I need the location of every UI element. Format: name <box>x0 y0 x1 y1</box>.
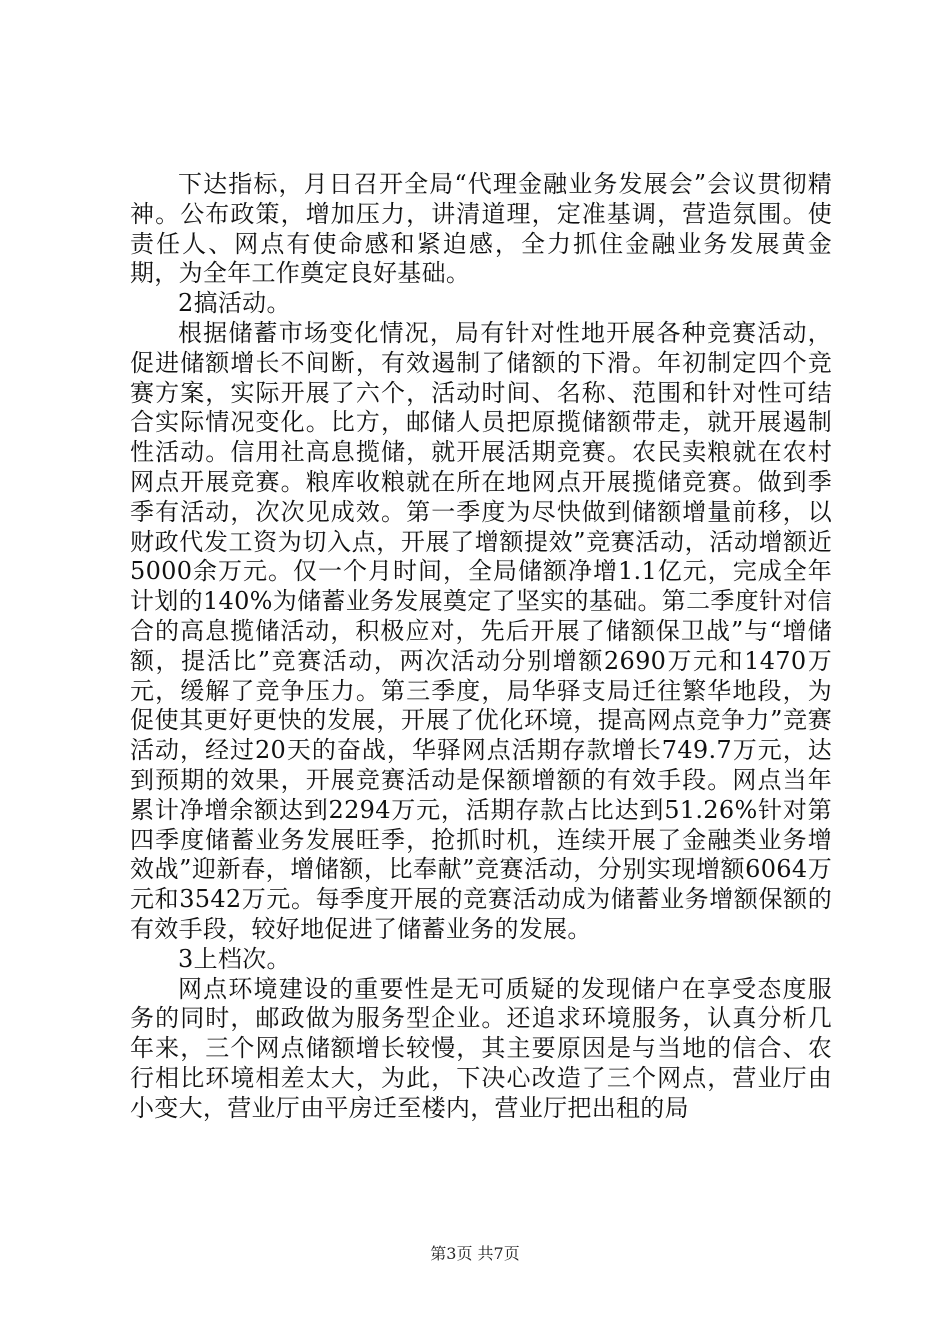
page-number-footer: 第3页 共7页 <box>430 1244 520 1263</box>
paragraph-indicators: 下达指标，月日召开全局“代理金融业务发展会”会议贯彻精神。公布政策，增加压力，讲清道理，定准基调，营造氛围。使责任人、网点有使命感和紧迫感，全力抓住金融业务发展黄金期，为全年工作奠定良好基础。 <box>130 170 832 288</box>
paragraph-environment: 网点环境建设的重要性是无可质疑的发现储户在享受态度服务的同时，邮政做为服务型企业。还追求环境服务，认真分析几年来，三个网点储额增长较慢，其主要原因是与当地的信合、农行相比环境相差太大，为此，下决心改造了三个网点，营业厅由小变大，营业厅由平房迁至楼内，营业厅把出租的局 <box>130 974 832 1122</box>
paragraph-competitions: 根据储蓄市场变化情况，局有针对性地开展各种竞赛活动，促进储额增长不间断，有效遏制了储额的下滑。年初制定四个竞赛方案，实际开展了六个，活动时间、名称、范围和针对性可结合实际情况变化。比方，邮储人员把原揽储额带走，就开展遏制性活动。信用社高息揽储，就开展活期竞赛。农民卖粮就在农村网点开展竞赛。粮库收粮就在所在地网点开展揽储竞赛。做到季季有活动，次次见成效。第一季度为尽快做到储额增量前移，以财政代发工资为切入点，开展了增额提效”竞赛活动，活动增额近5000余万元。仅一个月时间，全局储额净增1.1亿元，完成全年计划的140%为储蓄业务发展奠定了坚实的基础。第二季度针对信合的高息揽储活动，积极应对，先后开展了储额保卫战”与“增储额，提活比”竞赛活动，两次活动分别增额2690万元和1470万元，缓解了竞争压力。第三季度，局华驿支局迁往繁华地段，为促使其更好更快的发展，开展了优化环境，提高网点竞争力”竞赛活动，经过20天的奋战，华驿网点活期存款增长749.7万元，达到预期的效果，开展竞赛活动是保额增额的有效手段。网点当年累计净增余额达到2294万元，活期存款占比达到51.26%针对第四季度储蓄业务发展旺季，抢抓时机，连续开展了金融类业务增效战”迎新春，增储额，比奉献”竞赛活动，分别实现增额6064万元和3542万元。每季度开展的竞赛活动成为储蓄业务增额保额的有效手段，较好地促进了储蓄业务的发展。 <box>130 318 832 943</box>
section-heading-activities: 2搞活动。 <box>178 289 291 318</box>
section-heading-upgrade: 3上档次。 <box>178 944 291 973</box>
document-body <box>130 170 832 1124</box>
